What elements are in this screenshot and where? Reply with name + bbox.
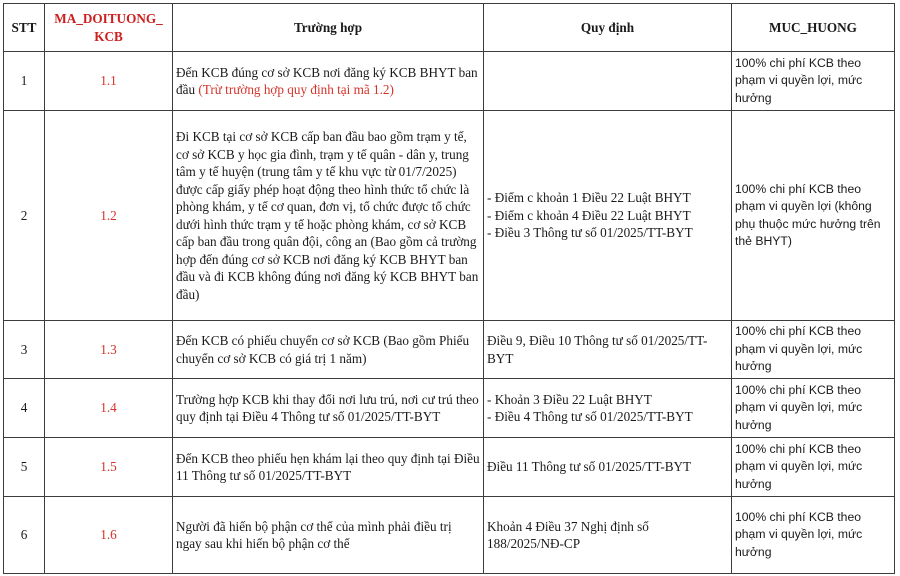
cell-stt: 4 bbox=[4, 379, 45, 438]
cell-stt: 6 bbox=[4, 497, 45, 574]
quy-dinh-line: - Điều 4 Thông tư số 01/2025/TT-BYT bbox=[487, 409, 693, 424]
cell-truong-hop: Đến KCB có phiếu chuyển cơ sở KCB (Bao gồm Phiếu chuyển cơ sở KCB có giá trị 1 năm) bbox=[173, 321, 484, 379]
cell-quy-dinh: Khoản 4 Điều 37 Nghị định số 188/2025/NĐ-CP bbox=[484, 497, 732, 574]
cell-muc-huong: 100% chi phí KCB theo phạm vi quyền lợi, mức hưởng bbox=[732, 52, 895, 111]
header-ma-doituong-line2: KCB bbox=[94, 28, 123, 44]
table-row bbox=[4, 497, 895, 574]
cell-muc-huong: 100% chi phí KCB theo phạm vi quyền lợi, mức hưởng bbox=[732, 379, 895, 438]
cell-truong-hop-text: Đến KCB đúng cơ sở KCB nơi đăng ký KCB BHYT ban đầu bbox=[176, 64, 478, 97]
cell-quy-dinh: Điều 9, Điều 10 Thông tư số 01/2025/TT-BYT bbox=[484, 321, 732, 379]
cell-truong-hop: Người đã hiến bộ phận cơ thể của mình phải điều trị ngay sau khi hiến bộ phận cơ thể bbox=[173, 497, 484, 574]
header-truong-hop: Trường hợp bbox=[173, 4, 484, 52]
quy-dinh-line: - Điểm c khoản 1 Điều 22 Luật BHYT bbox=[487, 190, 691, 206]
cell-truong-hop: Đến KCB theo phiếu hẹn khám lại theo quy định tại Điều 11 Thông tư số 01/2025/TT-BYT bbox=[173, 438, 484, 497]
table-row bbox=[4, 379, 895, 438]
cell-ma: 1.1 bbox=[45, 52, 173, 111]
cell-stt: 3 bbox=[4, 321, 45, 379]
cell-ma: 1.3 bbox=[45, 321, 173, 379]
cell-quy-dinh bbox=[484, 111, 732, 321]
cell-truong-hop-note: (Trừ trường hợp quy định tại mã 1.2) bbox=[198, 82, 394, 97]
cell-truong-hop: Trường hợp KCB khi thay đổi nơi lưu trú, nơi cư trú theo quy định tại Điều 4 Thông tư số 01/2025/TT-BYT bbox=[173, 379, 484, 438]
cell-muc-huong: 100% chi phí KCB theo phạm vi quyền lợi, mức hưởng bbox=[732, 321, 895, 379]
header-stt: STT bbox=[4, 4, 45, 52]
cell-stt: 2 bbox=[4, 111, 45, 321]
cell-quy-dinh bbox=[484, 52, 732, 111]
header-row bbox=[4, 4, 895, 52]
header-muc-huong: MUC_HUONG bbox=[732, 4, 895, 52]
header-ma-doituong-line1: MA_DOITUONG_ bbox=[54, 11, 163, 26]
table-row bbox=[4, 52, 895, 111]
quy-dinh-line: - Điều 3 Thông tư số 01/2025/TT-BYT bbox=[487, 225, 693, 241]
cell-ma: 1.5 bbox=[45, 438, 173, 497]
regulation-table bbox=[3, 3, 895, 574]
cell-truong-hop: Đi KCB tại cơ sở KCB cấp ban đầu bao gồm trạm y tế, cơ sở KCB y học gia đình, trạm y tế quân - dân y, trung tâm y tế huyện (trung tâm y tế khu vực từ 01/7/2025) được cấp giấy phép hoạt động theo hình thức tổ chức là phòng khám, y tế cơ quan, đơn vị, tổ chức được tổ chức dưới hình thức trạm y tế hoặc phòng khám, cơ sở KCB cấp ban đầu trong quân đội, công an (Bao gồm cả trường hợp đến đúng cơ sở KCB nơi đăng ký KCB BHYT ban đầu và đi KCB không đúng nơi đăng ký KCB BHYT ban đầu) bbox=[173, 111, 484, 321]
table-row bbox=[4, 321, 895, 379]
header-quy-dinh: Quy định bbox=[484, 4, 732, 52]
cell-muc-huong: 100% chi phí KCB theo phạm vi quyền lợi, mức hưởng bbox=[732, 497, 895, 574]
quy-dinh-line: - Khoản 3 Điều 22 Luật BHYT bbox=[487, 391, 652, 407]
cell-quy-dinh: Điều 11 Thông tư số 01/2025/TT-BYT bbox=[484, 438, 732, 497]
cell-muc-huong: 100% chi phí KCB theo phạm vi quyền lợi (không phụ thuộc mức hưởng trên thẻ BHYT) bbox=[732, 111, 895, 321]
cell-ma: 1.2 bbox=[45, 111, 173, 321]
table-row bbox=[4, 111, 895, 321]
cell-ma: 1.4 bbox=[45, 379, 173, 438]
cell-truong-hop bbox=[173, 52, 484, 111]
table-row bbox=[4, 438, 895, 497]
quy-dinh-line: - Điểm c khoản 4 Điều 22 Luật BHYT bbox=[487, 207, 691, 223]
cell-stt: 1 bbox=[4, 52, 45, 111]
cell-quy-dinh bbox=[484, 379, 732, 438]
header-ma-doituong bbox=[45, 4, 173, 52]
cell-stt: 5 bbox=[4, 438, 45, 497]
cell-ma: 1.6 bbox=[45, 497, 173, 574]
cell-muc-huong: 100% chi phí KCB theo phạm vi quyền lợi, mức hưởng bbox=[732, 438, 895, 497]
